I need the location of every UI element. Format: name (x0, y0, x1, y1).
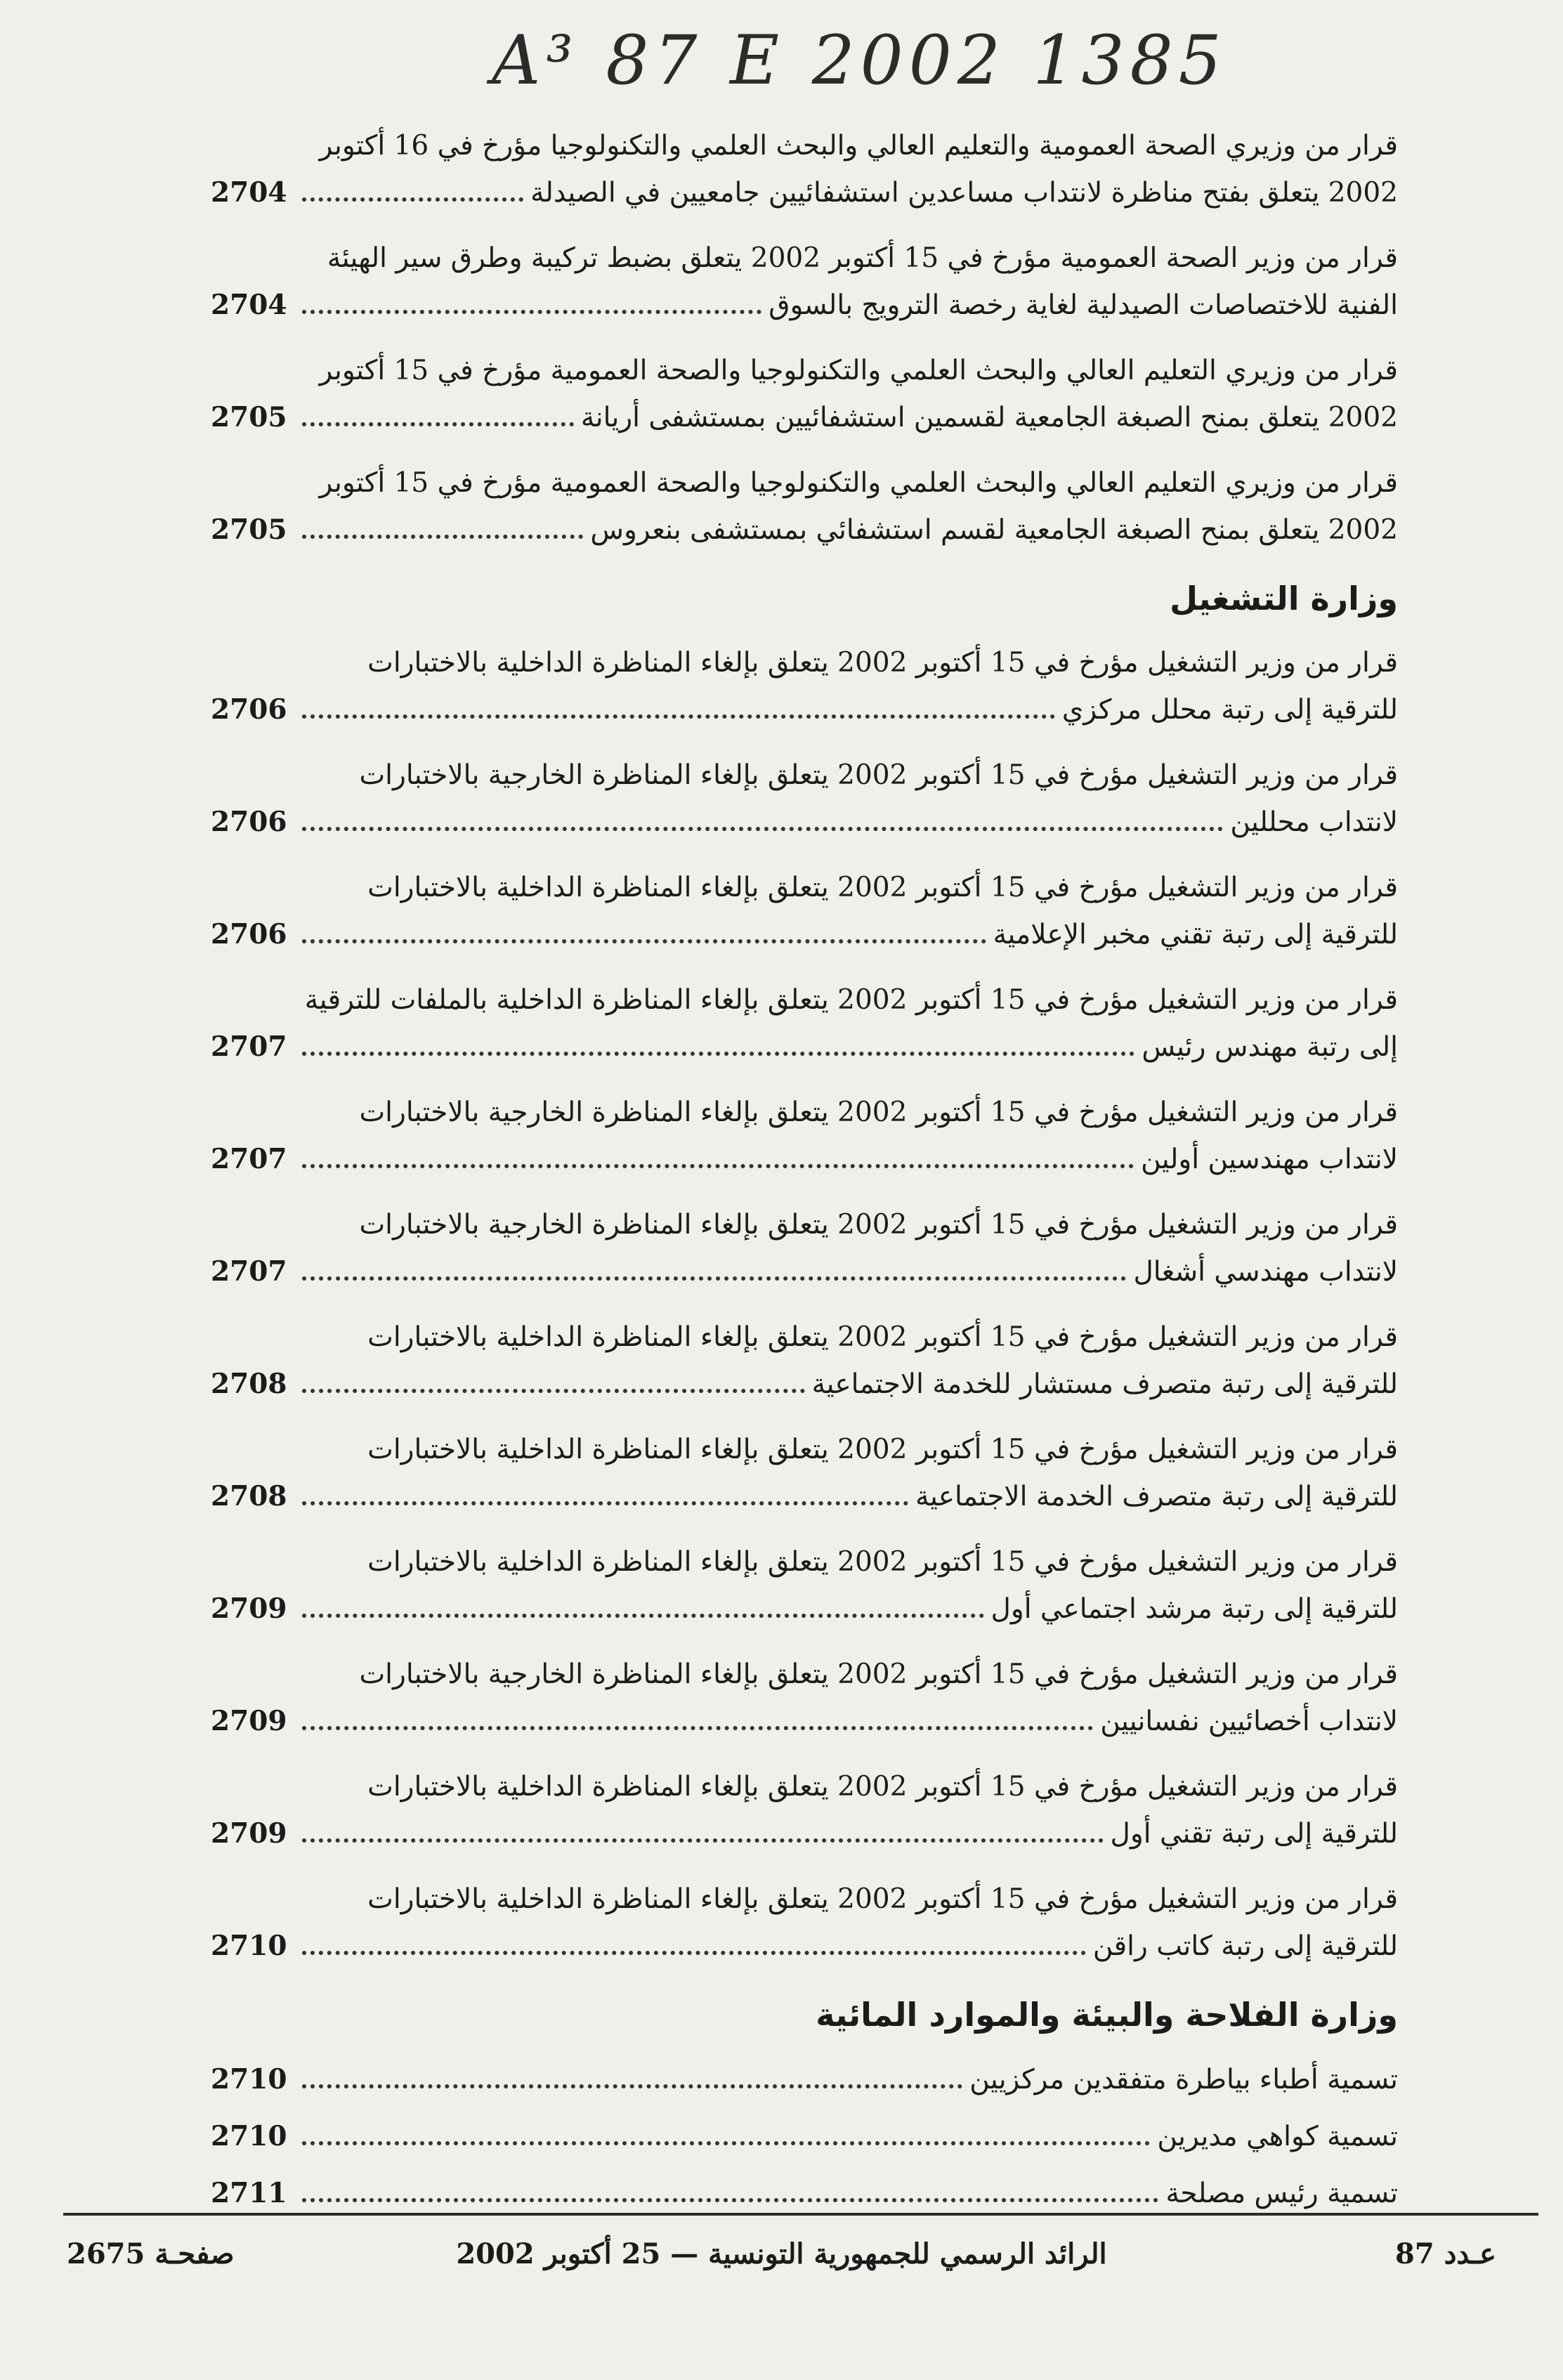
handwritten-reference-note: A³ 87 E 2002 1385 (492, 21, 1227, 100)
toc-entry[interactable] (211, 977, 1398, 1071)
toc-entry[interactable] (211, 865, 1398, 958)
toc-entry-text-line: 2002 يتعلق بفتح مناظرة لانتداب مساعدين استشفائيين جامعيين في الصيدلة (530, 177, 1398, 209)
toc-entry-text-line: قرار من وزير التشغيل مؤرخ في 15 أكتوبر 2002 يتعلق بإلغاء المناظرة الداخلية بالاختبارات (367, 647, 1398, 679)
toc-entry[interactable] (211, 752, 1398, 846)
dot-leader (302, 310, 761, 314)
toc-page-number[interactable]: 2707 (211, 1143, 287, 1175)
toc-entry[interactable] (211, 640, 1398, 733)
dot-leader (302, 2141, 1150, 2145)
toc-entry-text-line: قرار من وزير التشغيل مؤرخ في 15 أكتوبر 2002 يتعلق بإلغاء المناظرة الداخلية بالملفات للترقية (304, 984, 1398, 1016)
dot-leader (302, 197, 523, 202)
toc-entry-last-line (211, 2113, 1398, 2160)
toc-entry-text-line: للترقية إلى رتبة متصرف مستشار للخدمة الاجتماعية (811, 1368, 1398, 1400)
toc-entry-text-line: 2002 يتعلق بمنح الصبغة الجامعية لقسمين استشفائيين بمستشفى أريانة (580, 402, 1398, 433)
toc-entry-text-line: الفنية للاختصاصات الصيدلية لغاية رخصة الترويج بالسوق (769, 289, 1398, 321)
toc-entry-text-line: لانتداب مهندسين أولين (1141, 1144, 1398, 1175)
toc-entry-text-line: تسمية كواهي مديرين (1157, 2121, 1398, 2152)
toc-entry-last-line (211, 1024, 1398, 1071)
toc-entry-text-line: قرار من وزير التشغيل مؤرخ في 15 أكتوبر 2002 يتعلق بإلغاء المناظرة الداخلية بالاختبارات (367, 1883, 1398, 1915)
toc-entry-text-line: قرار من وزير الصحة العمومية مؤرخ في 15 أكتوبر 2002 يتعلق بضبط تركيبة وطرق سير الهيئة (327, 242, 1398, 274)
toc-section (211, 1989, 1398, 2217)
toc-page-number[interactable]: 2707 (211, 1255, 287, 1288)
toc-entry-last-line (211, 1923, 1398, 1970)
toc-entry-text-line: للترقية إلى رتبة محلل مركزي (1061, 694, 1398, 726)
section-title: وزارة التشغيل (1170, 580, 1398, 617)
dot-leader (302, 827, 1223, 831)
toc-entry[interactable] (211, 460, 1398, 554)
toc-page-number[interactable]: 2705 (211, 401, 287, 433)
toc-page-number[interactable]: 2704 (211, 176, 287, 209)
toc-entry-text-line: قرار من وزير التشغيل مؤرخ في 15 أكتوبر 2002 يتعلق بإلغاء المناظرة الخارجية بالاختبارات (359, 1209, 1398, 1241)
toc-entry-text-line: لانتداب أخصائيين نفسانيين (1100, 1706, 1398, 1737)
dot-leader (302, 1276, 1126, 1281)
toc-entry[interactable] (211, 1652, 1398, 1745)
toc-entry-last-line (211, 282, 1398, 329)
toc-entry-last-line (211, 799, 1398, 846)
toc-page-number[interactable]: 2709 (211, 1817, 287, 1850)
dot-leader (302, 1501, 908, 1505)
toc-entry[interactable] (211, 1314, 1398, 1408)
toc-entry-text-line: قرار من وزيري التعليم العالي والبحث العلمي والتكنولوجيا والصحة العمومية مؤرخ في 15 أكتوبر (319, 467, 1398, 499)
table-of-contents (211, 123, 1398, 2227)
toc-page-number[interactable]: 2709 (211, 1705, 287, 1737)
page-label: صفحـة (155, 2237, 235, 2270)
toc-page-number[interactable]: 2705 (211, 514, 287, 546)
toc-entry-last-line (211, 1361, 1398, 1408)
toc-entry-text-line: قرار من وزير التشغيل مؤرخ في 15 أكتوبر 2002 يتعلق بإلغاء المناظرة الداخلية بالاختبارات (367, 1321, 1398, 1353)
toc-entry-last-line (211, 394, 1398, 441)
toc-entry-text-line: تسمية رئيس مصلحة (1165, 2178, 1398, 2209)
dot-leader (302, 535, 583, 539)
toc-entry[interactable] (211, 1876, 1398, 1970)
toc-entry[interactable] (211, 1764, 1398, 1857)
toc-entry-last-line (211, 1698, 1398, 1745)
toc-entry-text-line: للترقية إلى رتبة متصرف الخدمة الاجتماعية (915, 1481, 1398, 1512)
toc-page-number[interactable]: 2706 (211, 918, 287, 950)
dot-leader (302, 714, 1055, 719)
toc-entry-text-line: قرار من وزير التشغيل مؤرخ في 15 أكتوبر 2002 يتعلق بإلغاء المناظرة الخارجية بالاختبارات (359, 1659, 1398, 1690)
dot-leader (302, 1052, 1134, 1056)
toc-entry-last-line (211, 686, 1398, 733)
toc-entry-text-line: قرار من وزير التشغيل مؤرخ في 15 أكتوبر 2002 يتعلق بإلغاء المناظرة الداخلية بالاختبارات (367, 1771, 1398, 1803)
dot-leader (302, 1726, 1093, 1730)
toc-entry[interactable] (211, 235, 1398, 329)
toc-entry[interactable] (211, 1090, 1398, 1183)
toc-entry-text-line: لانتداب محللين (1230, 806, 1398, 838)
toc-entry[interactable] (211, 2113, 1398, 2160)
toc-entry-text-line: لانتداب مهندسي أشغال (1133, 1256, 1398, 1288)
toc-entry-group (211, 123, 1398, 554)
toc-entry[interactable] (211, 123, 1398, 216)
dot-leader (302, 1164, 1134, 1168)
toc-entry-last-line (211, 1473, 1398, 1520)
dot-leader (302, 1951, 1086, 1955)
toc-entry-text-line: قرار من وزير التشغيل مؤرخ في 15 أكتوبر 2002 يتعلق بإلغاء المناظرة الداخلية بالاختبارات (367, 1546, 1398, 1578)
toc-entry-text-line: إلى رتبة مهندس رئيس (1142, 1031, 1398, 1063)
section-title: وزارة الفلاحة والبيئة والموارد المائية (816, 1996, 1398, 2034)
toc-page-number[interactable]: 2706 (211, 806, 287, 838)
toc-entry-text-line: قرار من وزير التشغيل مؤرخ في 15 أكتوبر 2002 يتعلق بإلغاء المناظرة الداخلية بالاختبارات (367, 872, 1398, 903)
toc-entry-text-line: للترقية إلى رتبة تقني أول (1110, 1818, 1398, 1850)
toc-entry-text-line: قرار من وزيري الصحة العمومية والتعليم العالي والبحث العلمي والتكنولوجيا مؤرخ في 16 أكتوبر (319, 130, 1398, 162)
toc-section (211, 573, 1398, 1970)
dot-leader (302, 1838, 1104, 1843)
issue-label: عـدد (1444, 2237, 1496, 2270)
toc-entry-text-line: تسمية أطباء بياطرة متفقدين مركزيين (969, 2064, 1398, 2095)
footer-journal-title (0, 2237, 1563, 2270)
dot-leader (302, 939, 986, 943)
toc-page-number[interactable]: 2708 (211, 1480, 287, 1512)
toc-entry-text-line: قرار من وزير التشغيل مؤرخ في 15 أكتوبر 2002 يتعلق بإلغاء المناظرة الداخلية بالاختبارات (367, 1434, 1398, 1465)
toc-page-number[interactable]: 2710 (211, 1930, 287, 1962)
dot-leader (302, 422, 574, 426)
toc-page-number[interactable]: 2707 (211, 1031, 287, 1063)
toc-entry[interactable] (211, 1427, 1398, 1520)
toc-entry[interactable] (211, 2170, 1398, 2217)
toc-entry-last-line (211, 1248, 1398, 1295)
toc-entry-last-line (211, 506, 1398, 554)
toc-page-number[interactable]: 2704 (211, 289, 287, 321)
toc-entry-last-line (211, 1136, 1398, 1183)
toc-entry[interactable] (211, 1539, 1398, 1633)
toc-entry-text-line: 2002 يتعلق بمنح الصبغة الجامعية لقسم استشفائي بمستشفى بنعروس (590, 514, 1398, 546)
toc-entry-text-line: قرار من وزير التشغيل مؤرخ في 15 أكتوبر 2002 يتعلق بإلغاء المناظرة الخارجية بالاختبارات (359, 759, 1398, 791)
toc-entry-text-line: للترقية إلى رتبة مرشد اجتماعي أول (990, 1593, 1398, 1625)
footer-divider (63, 2213, 1538, 2216)
dot-leader (302, 1389, 805, 1393)
toc-entry-last-line (211, 2170, 1398, 2217)
toc-entry-text-line: للترقية إلى رتبة كاتب راقن (1092, 1930, 1398, 1962)
toc-entry-text-line: للترقية إلى رتبة تقني مخبر الإعلامية (993, 919, 1398, 950)
toc-page-number[interactable]: 2710 (211, 2063, 287, 2095)
toc-page-number[interactable]: 2711 (211, 2177, 287, 2209)
toc-entry-last-line (211, 169, 1398, 216)
dot-leader (302, 2198, 1158, 2202)
toc-entry-text-line: قرار من وزير التشغيل مؤرخ في 15 أكتوبر 2002 يتعلق بإلغاء المناظرة الخارجية بالاختبارات (359, 1097, 1398, 1128)
footer-page-number (67, 2237, 234, 2270)
toc-entry[interactable] (211, 1202, 1398, 1295)
toc-page-number[interactable]: 2709 (211, 1593, 287, 1625)
toc-entry-last-line (211, 911, 1398, 958)
toc-entry-last-line (211, 2056, 1398, 2103)
journal-title: الرائد الرسمي للجمهورية التونسية — 25 أكتوبر 2002 (456, 2237, 1107, 2270)
toc-entry[interactable] (211, 2056, 1398, 2103)
page-number: 2675 (67, 2237, 145, 2270)
dot-leader (302, 1614, 984, 1618)
toc-page-number[interactable]: 2710 (211, 2120, 287, 2152)
toc-page-number[interactable]: 2708 (211, 1368, 287, 1400)
toc-entry-text-line: قرار من وزيري التعليم العالي والبحث العلمي والتكنولوجيا والصحة العمومية مؤرخ في 15 أكتوبر (319, 355, 1398, 386)
toc-entry-last-line (211, 1585, 1398, 1633)
toc-page-number[interactable]: 2706 (211, 693, 287, 726)
toc-entry-last-line (211, 1810, 1398, 1857)
issue-number: 87 (1394, 2237, 1434, 2270)
dot-leader (302, 2084, 962, 2088)
toc-entry[interactable] (211, 348, 1398, 441)
